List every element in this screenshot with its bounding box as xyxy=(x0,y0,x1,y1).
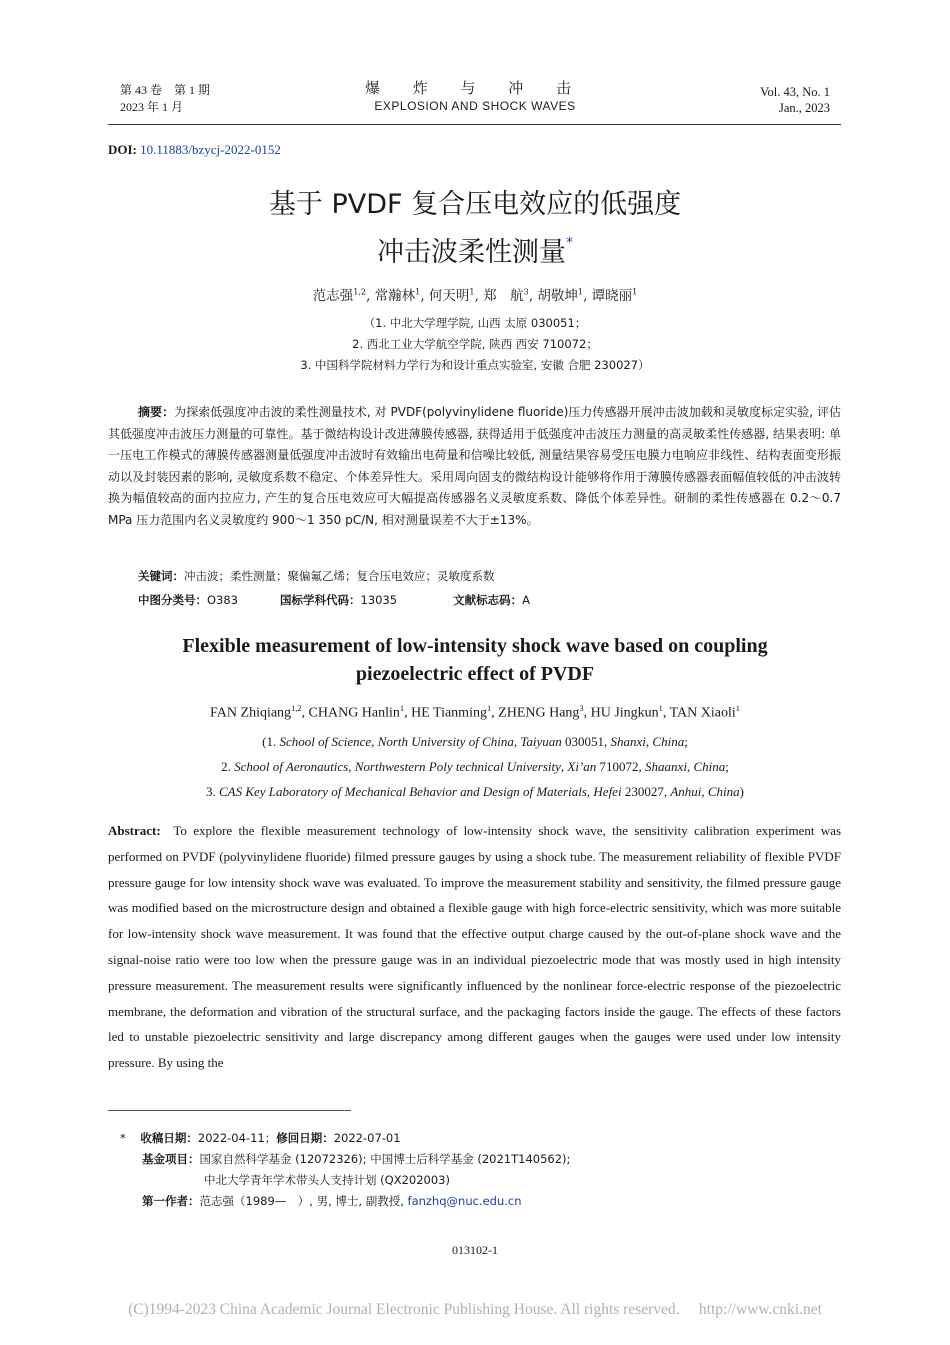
title-footnote-mark[interactable]: * xyxy=(566,235,573,251)
title-en xyxy=(0,632,950,688)
volume-en: Vol. 43, No. 1 xyxy=(760,85,830,99)
title-cn xyxy=(0,186,950,272)
keywords-cn xyxy=(138,568,495,584)
abstract-cn-text: 为探索低强度冲击波的柔性测量技术, 对 PVDF(polyvinylidene fluoride)压力传感器开展冲击波加载和灵敏度标定实验, 评估其低强度冲击波压力测量的可靠性。基于微结构设计改进薄膜传感器, 获得适用于低强度冲击波压力测量的高灵敏柔性传感器, 结果表明: 单一压电工作模式的薄膜传感器测量低强度冲击波时有效输出电荷量和信噪比较低, 测量结果容易受压电膜力电响应非线性、结构表面变形振动以及封装因素的影响, 灵敏度系数不稳定、个体差异性大。采用周向固支的微结构设计能够将作用于薄膜传感器表面幅值较低的冲击波转换为幅值较高的面内拉应力, 产生的复合压电效应可大幅提高传感器名义灵敏度系数、降低个体差异性。研制的柔性传感器在 0.2～0.7 MPa 压力范围内名义灵敏度约 900～1 350 pC/N, 相对测量误差不大于±13%。 xyxy=(108,405,841,527)
first-author-text: 范志强（1989— ）, 男, 博士, 副教授, xyxy=(199,1194,404,1208)
subject-code xyxy=(280,592,397,608)
footnote-dates: * 收稿日期：2022-04-11；修回日期：2022-07-01 xyxy=(120,1131,401,1145)
title-cn-line2-wrap xyxy=(0,224,950,272)
received-date: 2022-04-11 xyxy=(197,1131,265,1145)
affiliation-cn-1: （1. 中北大学理学院, 山西 太原 030051； xyxy=(363,316,587,330)
page-number: 013102-1 xyxy=(452,1243,498,1257)
document-code-value: A xyxy=(522,593,530,607)
footnote-fund-2 xyxy=(120,1170,570,1191)
journal-name-cn: 爆 炸 与 冲 击 xyxy=(364,79,586,97)
revised-label: 修回日期： xyxy=(276,1131,334,1145)
affiliations-cn xyxy=(0,313,950,376)
title-en-line1: Flexible measurement of low-intensity shock wave based on coupling xyxy=(182,635,768,657)
affiliation-cn-3: 3. 中国科学院材料力学行为和设计重点实验室, 安徽 合肥 230027） xyxy=(300,358,650,372)
abstract-en-label: Abstract: xyxy=(108,823,161,838)
abstract-en-text: To explore the flexible measurement technology of low-intensity shock wave, the sensitivity calibration experiment was performed on PVDF (polyvinylidene fluoride) filmed pressure gauges by using a shock tube. The measurement reliability of flexible PVDF pressure gauge for low intensity shock wave was evaluated. To improve the measurement stability and sensitivity, the filmed pressure gauge was modified based on the microstructure design and obtained a flexible gauge with high force-electric sensitivity, which was more suitable for low-intensity shock wave measurement. It was found that the effective output charge caused by the out-of-plane shock wave and the signal-noise ratio were too low when the pressure gauge was in an individual piezoelectric mode that was mostly used in high intensity pressure measurement. The measurement results were significantly influenced by the nonlinear force-electric response of the piezoelectric membrane, the deformation and vibration of the structural surface, and the packaging factors inside the gauge. The effects of these factors led to unstable piezoelectric sensitivity and large discrepancy among different gauges when the gauges were used under low intensity pressure. By using the xyxy=(108,823,842,1071)
doi-link[interactable]: 10.11883/bzycj-2022-0152 xyxy=(140,142,281,157)
authors-cn: 范志强$^{1,2}$, 常瀚林$^1$, 何天明$^1$, 郑 航$^3$, 胡敬坤$^1$, 谭晓丽$^1$ xyxy=(312,286,638,304)
volume-cn: 第 43 卷 第 1 期 xyxy=(120,83,211,97)
authors-en: FAN Zhiqiang$^{1,2}$, CHANG Hanlin$^1$, HE Tianming$^1$, ZHENG Hang$^3$, HU Jingkun$^1$, TAN Xiaoli$^1$ xyxy=(210,704,740,721)
revised-date: 2022-07-01 xyxy=(333,1131,401,1145)
fund-label: 基金项目： xyxy=(142,1152,200,1166)
fund-line1: 国家自然科学基金 (12072326); 中国博士后科学基金 (2021T140562); xyxy=(199,1152,571,1166)
header-issue-en xyxy=(760,84,830,116)
affiliation-cn-2: 2. 西北工业大学航空学院, 陕西 西安 710072； xyxy=(352,337,598,351)
footnote xyxy=(120,1128,570,1212)
subject-code-value: 13035 xyxy=(360,593,398,607)
document-code xyxy=(453,592,530,608)
fund-line2: 中北大学青年学术带头人支持计划 (QX202003) xyxy=(204,1173,450,1187)
keywords-cn-text: 冲击波；柔性测量；聚偏氟乙烯；复合压电效应；灵敏度系数 xyxy=(184,569,495,583)
document-code-label: 文献标志码： xyxy=(453,593,523,607)
subject-code-label: 国标学科代码： xyxy=(280,593,361,607)
date-en: Jan., 2023 xyxy=(778,101,830,115)
title-en-line2: piezoelectric effect of PVDF xyxy=(355,663,595,685)
clc-label: 中图分类号： xyxy=(138,593,207,607)
journal-name xyxy=(300,78,650,114)
header-issue-cn xyxy=(120,82,210,116)
footnote-fund xyxy=(120,1149,570,1170)
clc-code xyxy=(138,592,238,608)
date-cn: 2023 年 1 月 xyxy=(120,100,184,114)
doi xyxy=(108,142,281,158)
title-cn-line2: 冲击波柔性测量 xyxy=(377,237,566,268)
journal-name-en: EXPLOSION AND SHOCK WAVES xyxy=(374,99,576,113)
first-author-label: 第一作者： xyxy=(142,1194,200,1208)
header-rule xyxy=(108,124,841,125)
affiliation-en-2: 2. School of Aeronautics, Northwestern Poly technical University, Xi’an 710072, Shaanxi, China; xyxy=(221,759,729,774)
title-cn-line1: 基于 PVDF 复合压电效应的低强度 xyxy=(268,189,682,220)
footnote-author xyxy=(120,1191,570,1212)
classification-codes xyxy=(108,592,841,608)
clc-value: O383 xyxy=(207,593,239,607)
affiliation-en-1: (1. School of Science, North University of China, Taiyuan 030051, Shanxi, China; xyxy=(262,734,688,749)
affiliations-en xyxy=(0,729,950,804)
keywords-cn-label: 关键词： xyxy=(138,569,184,583)
cnki-watermark: (C)1994-2023 China Academic Journal Electronic Publishing House. All rights reserved. http://www.cnki.net xyxy=(128,1301,822,1318)
footnote-rule xyxy=(108,1110,351,1111)
received-label: 收稿日期： xyxy=(140,1131,198,1145)
abstract-cn xyxy=(108,402,841,531)
abstract-en xyxy=(108,818,841,1076)
footnote-mark: * xyxy=(120,1131,126,1145)
affiliation-en-3: 3. CAS Key Laboratory of Mechanical Behavior and Design of Materials, Hefei 230027, Anhui, China) xyxy=(205,784,745,799)
author-email-link[interactable]: fanzhq@nuc.edu.cn xyxy=(407,1194,522,1208)
doi-label: DOI: xyxy=(108,142,137,157)
abstract-cn-label: 摘要： xyxy=(138,405,175,419)
